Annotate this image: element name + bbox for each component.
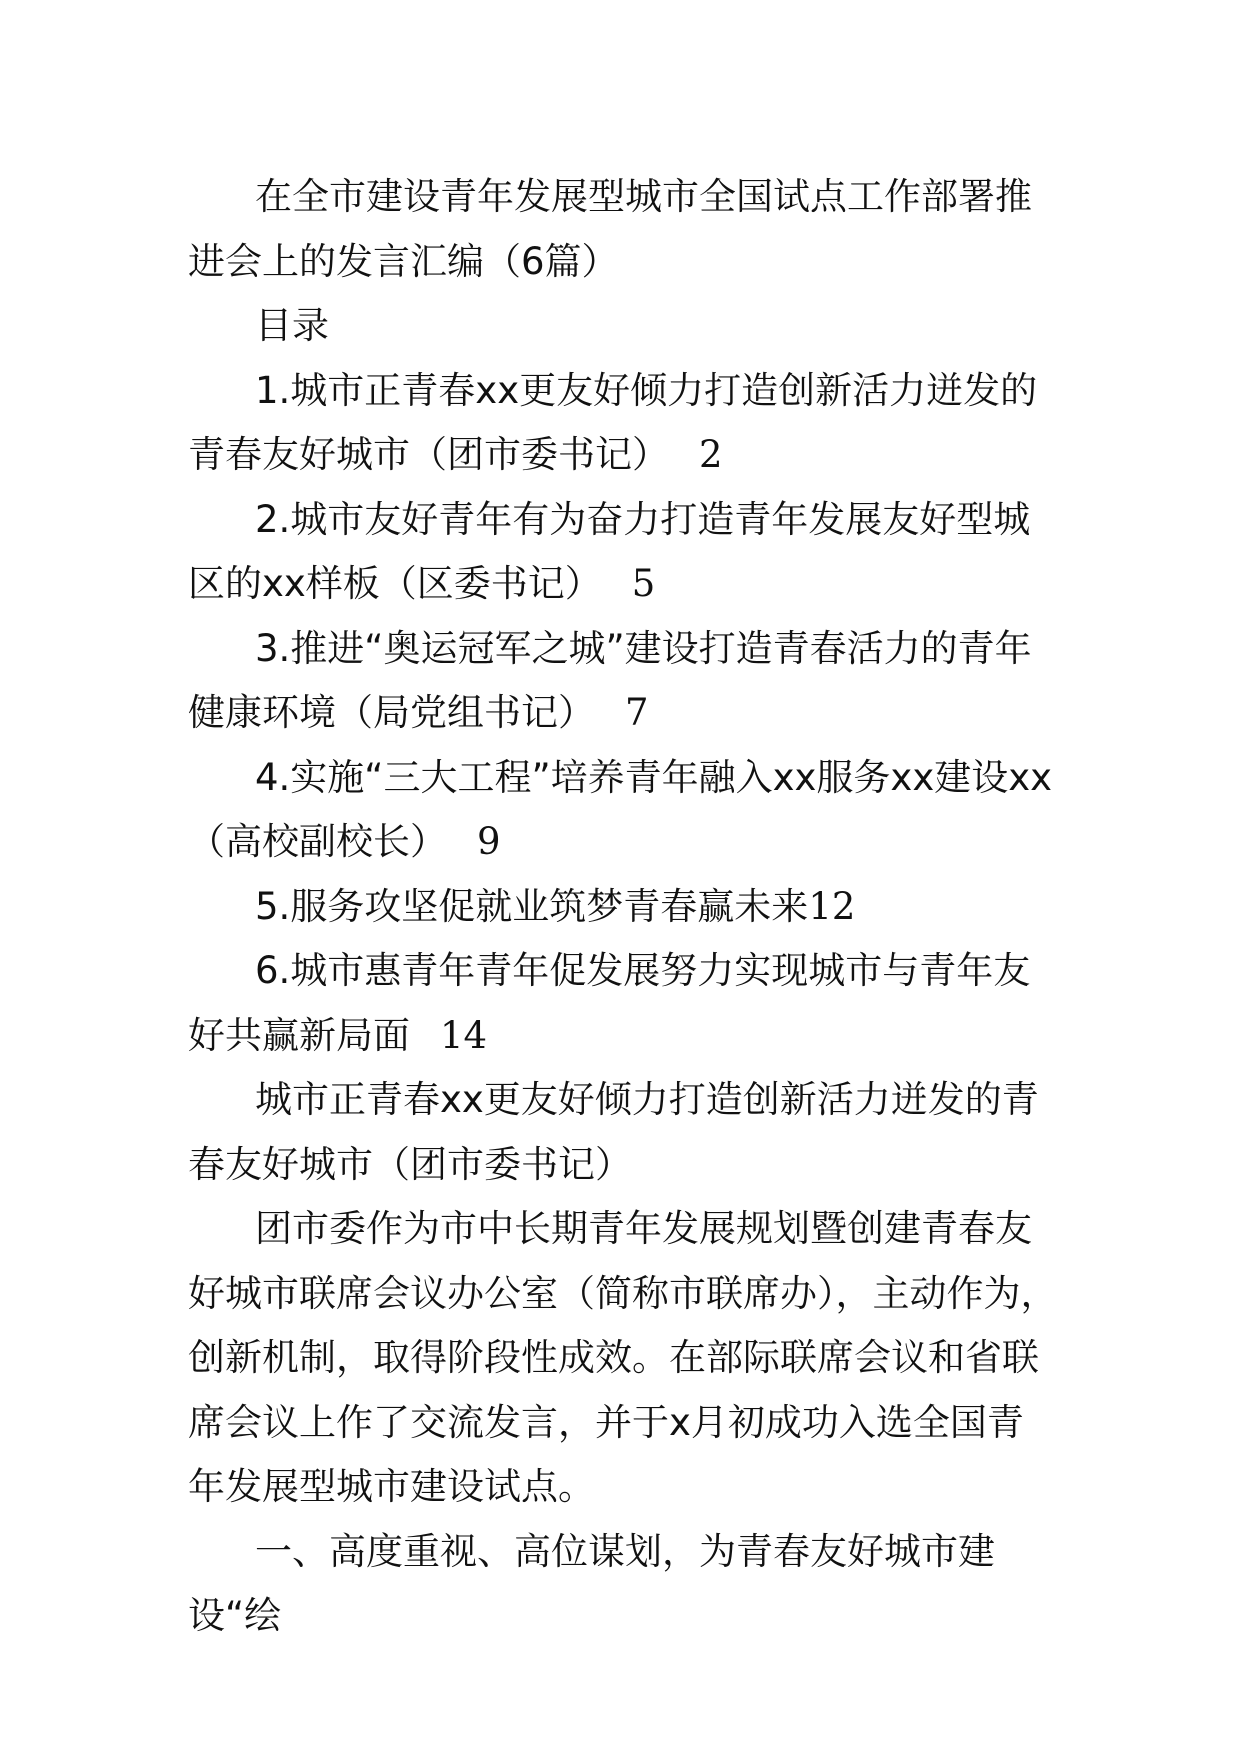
toc-item-text: 6.城市惠青年青年促发展努力实现城市与青年友好共赢新局面 [188,949,1031,1057]
toc-item-2[interactable] [188,488,1058,617]
toc-item-text: 2.城市友好青年有为奋力打造青年发展友好型城区的xx样板（区委书记） [188,497,1031,605]
document-title: 在全市建设青年发展型城市全国试点工作部署推进会上的发言汇编（6篇） [188,175,1032,283]
toc-page-number: 9 [477,820,501,863]
toc-item-5[interactable] [188,875,1058,940]
subheading: 一、高度重视、高位谋划，为青春友好城市建设“绘 [188,1529,995,1637]
toc-page-number: 7 [625,691,649,734]
toc-item-text: 4.实施“三大工程”培养青年融入xx服务xx建设xx（高校副校长） [188,755,1053,863]
toc-item-6[interactable] [188,939,1058,1068]
toc-page-number: 2 [699,433,723,476]
document-page [188,165,1058,1649]
toc-item-text: 1.城市正青春xx更友好倾力打造创新活力迸发的青春友好城市（团市委书记） [188,368,1038,476]
section-title: 城市正青春xx更友好倾力打造创新活力迸发的青春友好城市（团市委书记） [188,1078,1039,1186]
toc-item-text: 3.推进“奥运冠军之城”建设打造青春活力的青年健康环境（局党组书记） [188,626,1032,734]
toc-item-text: 5.服务攻坚促就业筑梦青春赢未来 [255,884,809,928]
body-paragraph: 团市委作为市中长期青年发展规划暨创建青春友好城市联席会议办公室（简称市联席办），主动作为，创新机制，取得阶段性成效。在部际联席会议和省联席会议上作了交流发言，并于x月初成功入选全国青年发展型城市建设试点。 [188,1207,1058,1508]
toc-item-3[interactable] [188,617,1058,746]
toc-item-1[interactable] [188,359,1058,488]
toc-page-number: 14 [440,1013,488,1057]
toc-heading: 目录 [255,304,329,347]
toc-page-number: 5 [631,562,656,605]
toc-page-number: 12 [808,884,856,928]
toc-item-4[interactable] [188,746,1058,875]
